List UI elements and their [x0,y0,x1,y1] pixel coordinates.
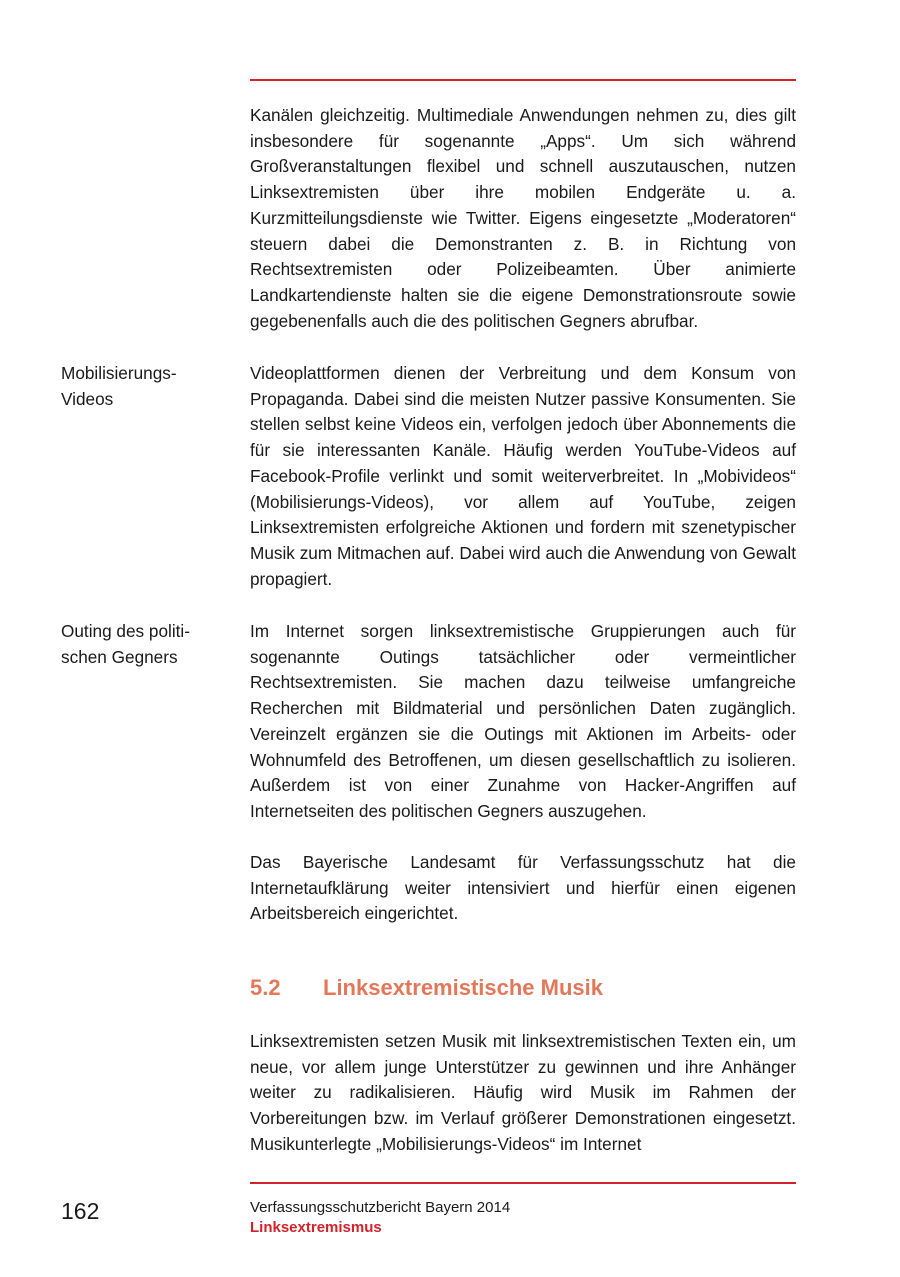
paragraph-music: Linksextremisten setzen Musik mit linksextremistischen Texten ein, um neue, vor allem junge Unterstützer zu gewinnen und ihre Anhänger weiter zu radikalisieren. Häufig wird Musik im Rahmen der Vorbereitungen bzw. im Verlauf größerer Demonstrationen eingesetzt. Musikunterlegte „Mobilisierungs-Videos“ im Internet [250,1031,796,1154]
page-number: 162 [61,1198,100,1224]
section-heading [250,972,603,1004]
side-label-line: Outing des politi- [61,621,190,641]
side-label-line: Videos [61,388,114,409]
side-label-line: schen Gegners [61,646,178,667]
section-title: Linksextremistische Musik [323,975,604,1000]
paragraph-internet-surveillance: Das Bayerische Landesamt für Verfassungsschutz hat die Internetaufklärung weiter intensiviert und hierfür einen eigenen Arbeitsbereich eingerichtet. [250,852,796,924]
paragraph-outing: Im Internet sorgen linksextremistische Gruppierungen auch für sogenannte Outings tatsächlicher oder vermeintlicher Rechtsextremisten. Sie machen dazu teilweise umfangreiche Recherchen mit Bildmaterial und persönlichen Daten zugänglich. Vereinzelt ergänzen sie die Outings mit Aktionen im Arbeits- oder Wohnumfeld des Betroffenen, um diesen gesellschaftlich zu isolieren. Außerdem ist von einer Zunahme von Hacker-Angriffen auf Internetseiten des politischen Gegners auszugehen. [250,621,796,821]
side-label-mobilisierung [61,361,231,412]
top-rule [250,79,796,81]
side-label-line: Mobilisierungs- [61,363,177,383]
bottom-rule [250,1182,796,1184]
footer-chapter: Linksextremismus [250,1219,382,1236]
paragraph-channels: Kanälen gleichzeitig. Multimediale Anwendungen nehmen zu, dies gilt insbesondere für sogenannte „Apps“. Um sich während Großveranstaltungen flexibel und schnell auszutauschen, nutzen Linksextremisten über ihre mobilen Endgeräte u. a. Kurzmitteilungsdienste wie Twitter. Eigens eingesetzte „Moderatoren“ steuern dabei die Demonstranten z. B. in Richtung von Rechtsextremisten oder Polizeibeamten. Über animierte Landkartendienste halten sie die eigene Demonstrationsroute sowie gegebenenfalls auch die des politischen Gegners abrufbar. [250,105,796,331]
paragraph-videos: Videoplattformen dienen der Verbreitung und dem Konsum von Propaganda. Dabei sind die meisten Nutzer passive Konsumenten. Sie stellen selbst keine Videos ein, verfolgen jedoch über Abonnements die für sie interessanten Kanäle. Häufig werden YouTube-Videos auf Facebook-Profile verlinkt und somit weiterverbreitet. In „Mobivideos“ (Mobilisierungs-Videos), vor allem auf YouTube, zeigen Linksextremisten erfolgreiche Aktionen und fordern mit szenetypischer Musik zum Mitmachen auf. Dabei wird auch die Anwendung von Gewalt propagiert. [250,363,796,589]
side-label-outing [61,619,231,670]
section-number: 5.2 [250,975,281,1000]
footer-report-title: Verfassungsschutzbericht Bayern 2014 [250,1199,511,1216]
